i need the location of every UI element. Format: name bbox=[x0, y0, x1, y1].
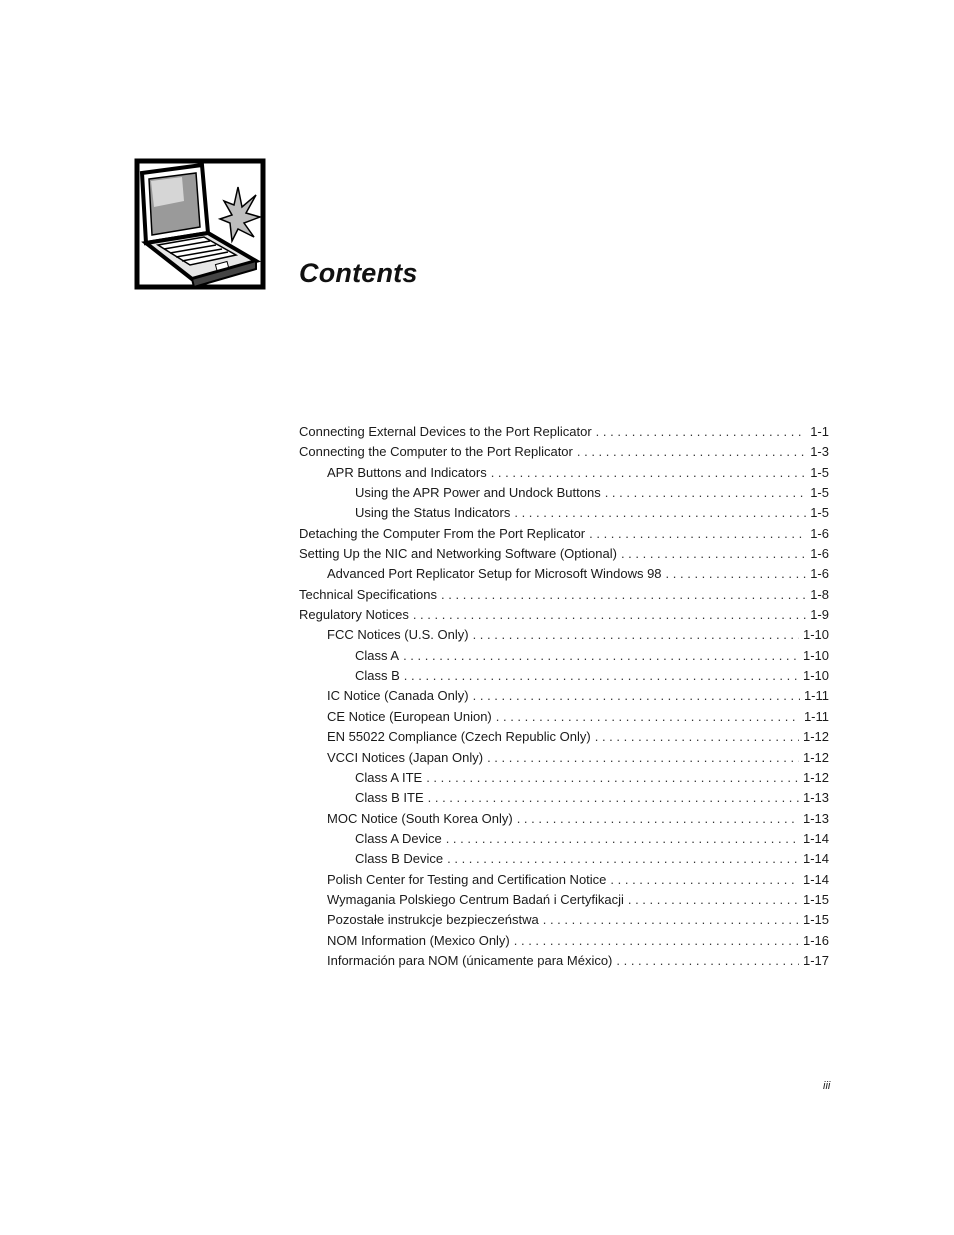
toc-entry-page: 1-5 bbox=[810, 464, 829, 480]
toc-entry-title: Using the Status Indicators bbox=[355, 505, 511, 521]
toc-entry-page: 1-9 bbox=[810, 607, 829, 623]
toc-entry[interactable] bbox=[299, 910, 829, 930]
toc-entry[interactable] bbox=[299, 809, 829, 829]
toc-entry-page: 1-14 bbox=[802, 851, 829, 867]
toc-entry-title: Setting Up the NIC and Networking Software (Optional) bbox=[299, 546, 617, 562]
toc-entry-page: 1-15 bbox=[802, 891, 829, 907]
toc-entry-page: 1-3 bbox=[810, 444, 829, 460]
toc-entry-title: NOM Information (Mexico Only) bbox=[327, 932, 510, 948]
toc-entry-page: 1-12 bbox=[802, 749, 829, 765]
toc-entry[interactable] bbox=[299, 666, 829, 686]
toc-entry-page: 1-11 bbox=[803, 688, 829, 704]
dot-leader bbox=[404, 666, 799, 686]
toc-entry-page: 1-12 bbox=[802, 769, 829, 785]
dot-leader bbox=[426, 768, 799, 788]
toc-entry[interactable] bbox=[299, 544, 829, 564]
dot-leader bbox=[596, 422, 807, 442]
toc-entry-title: EN 55022 Compliance (Czech Republic Only) bbox=[327, 729, 591, 745]
toc-entry-page: 1-17 bbox=[802, 952, 829, 968]
toc-entry-title: CE Notice (European Union) bbox=[327, 708, 492, 724]
toc-entry-page: 1-1 bbox=[810, 424, 829, 439]
toc-entry-page: 1-11 bbox=[803, 708, 829, 724]
toc-entry[interactable] bbox=[299, 625, 829, 645]
toc-entry[interactable] bbox=[299, 951, 829, 971]
toc-entry[interactable] bbox=[299, 890, 829, 910]
toc-entry[interactable] bbox=[299, 768, 829, 788]
dot-leader bbox=[428, 788, 799, 808]
toc-entry-page: 1-14 bbox=[802, 830, 829, 846]
toc-entry-title: Pozostałe instrukcje bezpieczeństwa bbox=[327, 912, 539, 928]
laptop-icon bbox=[134, 157, 266, 291]
table-of-contents bbox=[299, 422, 829, 971]
toc-entry-title: Class B Device bbox=[355, 851, 444, 867]
toc-entry-page: 1-5 bbox=[810, 485, 829, 501]
toc-entry-page: 1-6 bbox=[810, 546, 829, 562]
toc-entry-page: 1-6 bbox=[810, 525, 829, 541]
toc-entry-title: FCC Notices (U.S. Only) bbox=[327, 627, 469, 643]
toc-entry-title: Class B bbox=[355, 668, 400, 684]
toc-entry-page: 1-10 bbox=[802, 668, 829, 684]
dot-leader bbox=[616, 951, 799, 971]
toc-entry-page: 1-14 bbox=[802, 871, 829, 887]
toc-entry-title: Detaching the Computer From the Port Replicator bbox=[299, 525, 586, 541]
toc-entry-page: 1-15 bbox=[802, 912, 829, 928]
toc-entry-page: 1-6 bbox=[810, 566, 829, 582]
dot-leader bbox=[595, 727, 799, 747]
toc-entry-page: 1-16 bbox=[802, 932, 829, 948]
dot-leader bbox=[605, 483, 807, 503]
toc-entry-title: Connecting the Computer to the Port Replicator bbox=[299, 444, 573, 460]
toc-entry-title: Connecting External Devices to the Port Replicator bbox=[299, 424, 592, 439]
toc-entry-title: Polish Center for Testing and Certification Notice bbox=[327, 871, 607, 887]
toc-entry[interactable] bbox=[299, 463, 829, 483]
toc-entry[interactable] bbox=[299, 748, 829, 768]
dot-leader bbox=[514, 931, 799, 951]
toc-entry[interactable] bbox=[299, 503, 829, 523]
dot-leader bbox=[441, 585, 806, 605]
toc-entry-title: Class A bbox=[355, 647, 400, 663]
dot-leader bbox=[447, 849, 799, 869]
toc-entry[interactable] bbox=[299, 422, 829, 442]
toc-entry-title: APR Buttons and Indicators bbox=[327, 464, 487, 480]
dot-leader bbox=[517, 809, 799, 829]
toc-entry[interactable] bbox=[299, 585, 829, 605]
toc-entry-title: Using the APR Power and Undock Buttons bbox=[355, 485, 601, 501]
toc-entry[interactable] bbox=[299, 788, 829, 808]
toc-entry[interactable] bbox=[299, 829, 829, 849]
toc-entry-title: Advanced Port Replicator Setup for Microsoft Windows 98 bbox=[327, 566, 662, 582]
toc-entry-title: Información para NOM (únicamente para México) bbox=[327, 952, 613, 968]
dot-leader bbox=[610, 870, 799, 890]
dot-leader bbox=[496, 707, 800, 727]
toc-entry-title: Class A ITE bbox=[355, 769, 423, 785]
dot-leader bbox=[514, 503, 806, 523]
toc-entry[interactable] bbox=[299, 442, 829, 462]
dot-leader bbox=[446, 829, 799, 849]
toc-entry-page: 1-13 bbox=[802, 810, 829, 826]
toc-entry[interactable] bbox=[299, 870, 829, 890]
toc-entry[interactable] bbox=[299, 605, 829, 625]
dot-leader bbox=[491, 463, 807, 483]
toc-entry[interactable] bbox=[299, 707, 829, 727]
toc-entry-title: Class A Device bbox=[355, 830, 442, 846]
page-title: Contents bbox=[299, 258, 418, 288]
dot-leader bbox=[666, 564, 807, 584]
dot-leader bbox=[473, 625, 799, 645]
toc-entry[interactable] bbox=[299, 727, 829, 747]
toc-entry-page: 1-10 bbox=[802, 627, 829, 643]
toc-entry-title: IC Notice (Canada Only) bbox=[327, 688, 469, 704]
toc-entry-title: Regulatory Notices bbox=[299, 607, 409, 623]
dot-leader bbox=[628, 890, 799, 910]
dot-leader bbox=[487, 748, 799, 768]
toc-entry[interactable] bbox=[299, 646, 829, 666]
toc-entry[interactable] bbox=[299, 564, 829, 584]
toc-entry[interactable] bbox=[299, 849, 829, 869]
page-number: iii bbox=[823, 1080, 831, 1092]
toc-entry-title: VCCI Notices (Japan Only) bbox=[327, 749, 484, 765]
toc-entry[interactable] bbox=[299, 931, 829, 951]
dot-leader bbox=[621, 544, 806, 564]
dot-leader bbox=[577, 442, 806, 462]
dot-leader bbox=[543, 910, 799, 930]
toc-entry-page: 1-12 bbox=[802, 729, 829, 745]
toc-entry-page: 1-8 bbox=[810, 586, 829, 602]
dot-leader bbox=[403, 646, 799, 666]
dot-leader bbox=[413, 605, 806, 625]
toc-entry[interactable] bbox=[299, 483, 829, 503]
toc-entry-page: 1-10 bbox=[802, 647, 829, 663]
toc-entry-page: 1-5 bbox=[810, 505, 829, 521]
dot-leader bbox=[589, 524, 806, 544]
toc-entry-title: Technical Specifications bbox=[299, 586, 438, 602]
toc-entry[interactable] bbox=[299, 524, 829, 544]
dot-leader bbox=[473, 686, 800, 706]
toc-entry-page: 1-13 bbox=[802, 790, 829, 806]
toc-entry-title: Wymagania Polskiego Centrum Badań i Certyfikacji bbox=[327, 891, 624, 907]
toc-entry-title: MOC Notice (South Korea Only) bbox=[327, 810, 513, 826]
toc-entry[interactable] bbox=[299, 686, 829, 706]
toc-entry-title: Class B ITE bbox=[355, 790, 424, 806]
